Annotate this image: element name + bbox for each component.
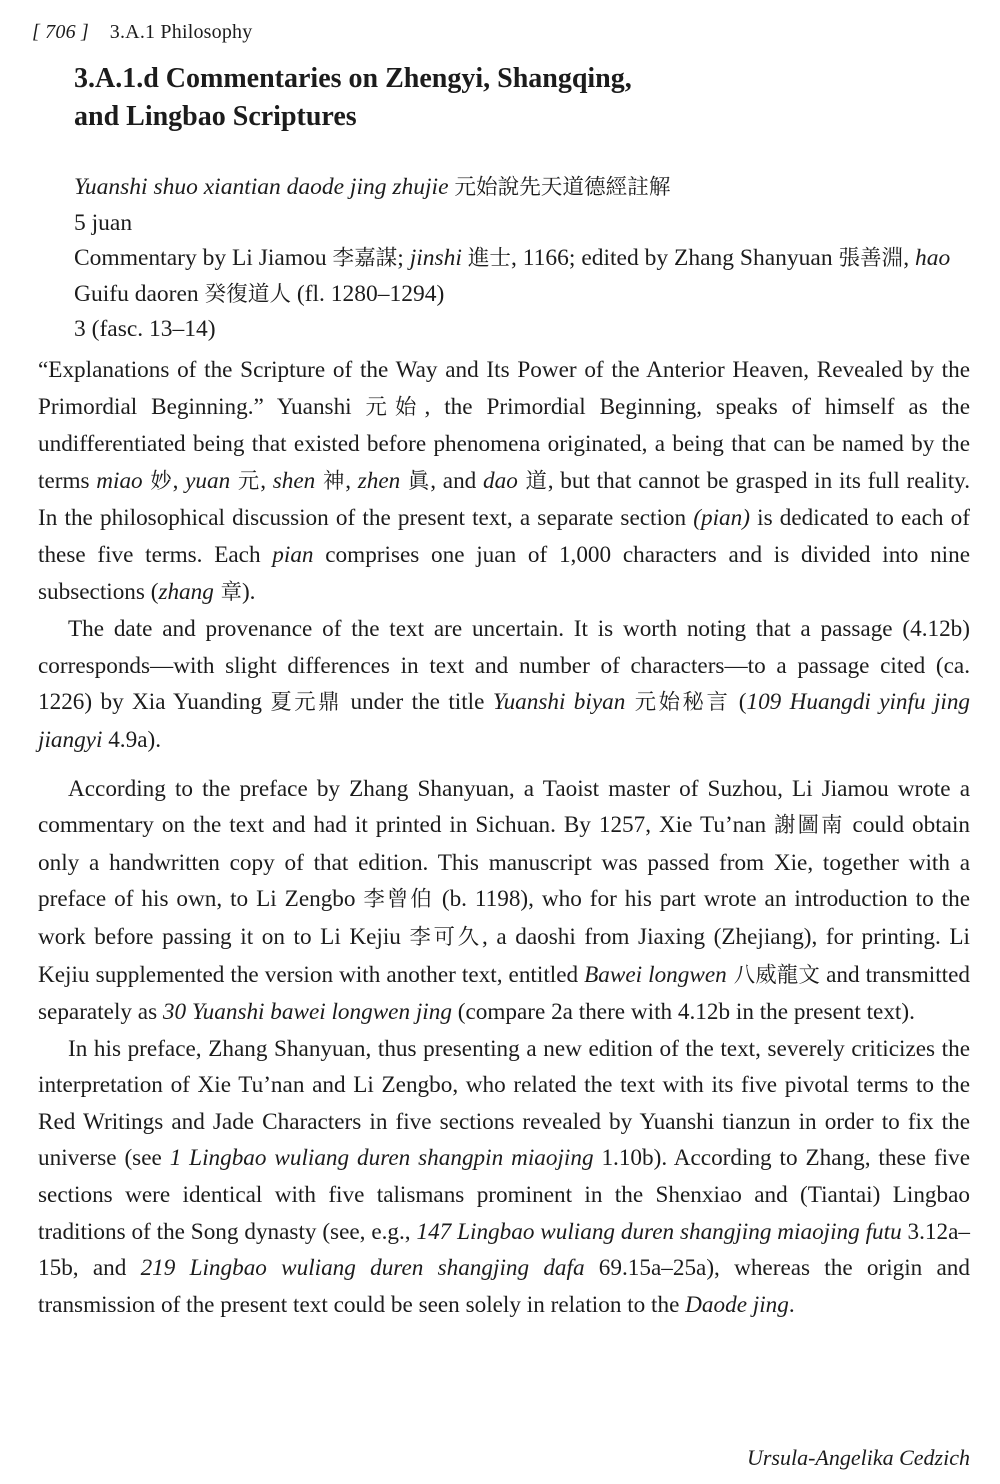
italic-title: Yuanshi biyan <box>492 689 626 716</box>
section-label: 3.A.1 Philosophy <box>109 21 253 43</box>
chinese-term: 元始 <box>365 394 425 420</box>
body-text: 4.9a). <box>102 726 161 753</box>
section-title-line-2: and Lingbao Scriptures <box>74 101 357 132</box>
entry-title <box>74 170 974 206</box>
body-text: , <box>345 467 358 494</box>
body-text: ( <box>730 689 747 716</box>
editor-chinese: 張善淵 <box>838 246 904 272</box>
chinese-term: 神 <box>315 468 346 494</box>
body-text: , <box>172 467 186 494</box>
chinese-term: 眞 <box>400 468 431 494</box>
body-text: (compare 2a there with 4.12b in the present text). <box>451 999 915 1026</box>
body-text: The date and provenance of the text are uncertain. It is worth noting that a passage (4.12b) corresponds—with slight differences in text and number of characters—to a passage cited (ca. 1226) by Xia Yuanding <box>38 616 970 716</box>
italic-term: (pian) <box>693 505 750 532</box>
chinese-term: 道 <box>517 468 548 494</box>
body-text: and transmitted separately as <box>38 961 970 1026</box>
body-text: ). <box>241 578 256 605</box>
body-text: 1.10b). According to Zhang, these five sections were identical with five talismans prominent in the Shenxiao and (Tiantai) Lingbao traditions of the Song dynasty (see, e.g., <box>38 1145 970 1245</box>
body-text: could obtain only a handwritten copy of that edition. This manuscript was passed from Xie, together with a preface of his own, to Li Zengbo <box>38 812 970 913</box>
author-signature: Ursula-Angelika Cedzich <box>746 1445 970 1470</box>
commentator-chinese: 李嘉謀 <box>332 246 398 272</box>
jinshi-term: jinshi <box>409 245 462 272</box>
entry-fascicle: 3 (fasc. 13–14) <box>74 316 216 343</box>
commentary-text: ; <box>397 245 410 272</box>
italic-term: pian <box>272 541 314 568</box>
hao-term: hao <box>915 245 951 272</box>
entry-body <box>38 352 970 1323</box>
entry-juan: 5 juan <box>74 209 133 236</box>
body-text: 69.15a–25a), whereas the origin and transmission of the present text could be seen solely in relation to the <box>38 1255 970 1318</box>
entry-commentary <box>74 241 970 312</box>
entry-title-latin: Yuanshi shuo xiantian daode jing zhujie <box>74 174 449 200</box>
commentary-text: , <box>903 245 916 272</box>
chinese-term: 李曾伯 <box>363 887 434 913</box>
header-spacer <box>94 21 104 43</box>
paragraph-3 <box>38 771 970 1031</box>
section-title-line-1: 3.A.1.d Commentaries on Zhengyi, Shangqing, <box>74 63 632 94</box>
italic-title: 147 Lingbao wuliang duren shangjing miaojing futu <box>416 1218 902 1245</box>
italic-title: Bawei longwen <box>584 961 727 988</box>
body-text: According to the preface by Zhang Shanyuan, a Taoist master of Suzhou, Li Jiamou wrote a commentary on the text and had it printed in Sichuan. By 1257, Xie Tu’nan <box>38 775 970 839</box>
italic-title: 1 Lingbao wuliang duren shangpin miaojing <box>169 1145 594 1172</box>
italic-term: yuan <box>185 467 231 494</box>
running-header <box>32 20 252 44</box>
italic-title: 30 Yuanshi bawei longwen jing <box>162 999 452 1026</box>
italic-term: zhen <box>357 467 401 494</box>
body-text: comprises one juan of 1,000 characters and is divided into nine subsections ( <box>38 541 970 605</box>
italic-term: dao <box>483 467 518 494</box>
jinshi-chinese: 進士 <box>467 246 512 272</box>
body-text: under the title <box>342 689 493 716</box>
hao-chinese: 癸復道人 <box>204 281 291 307</box>
section-title <box>74 60 954 136</box>
chinese-term: 夏元鼎 <box>270 690 343 716</box>
paragraph-4 <box>38 1031 970 1324</box>
commentary-text: Commentary by Li Jiamou <box>74 245 333 272</box>
body-text: , and <box>430 467 484 494</box>
chinese-term: 謝圖南 <box>774 813 845 839</box>
entry-title-chinese: 元始說先天道德經註解 <box>454 175 671 200</box>
body-text: “Explanations of the Scripture of the Way and Its Power of the Anterior Heaven, Revealed by the Primordial Beginning.” Yuanshi <box>38 357 970 420</box>
body-text: , the Primordial Beginning, speaks of himself as the undifferentiated being that existed before phenomena originated, a being that can be named by the terms <box>38 393 970 494</box>
commentary-text: (fl. 1280–1294) <box>290 280 445 307</box>
entry-heading <box>74 170 974 348</box>
body-text: 3.12a–15b, and <box>38 1218 970 1282</box>
italic-title: 109 Huangdi yinfu jing jiangyi <box>38 689 971 753</box>
body-text: . <box>788 1291 795 1318</box>
italic-term: zhang <box>158 578 214 605</box>
italic-term: shen <box>272 467 316 494</box>
commentary-text: Guifu daoren <box>74 280 205 307</box>
body-text: is dedicated to each of these five terms. Each <box>38 505 970 568</box>
paragraph-2 <box>38 611 970 758</box>
chinese-term: 李可久 <box>409 924 482 950</box>
italic-title: Daode jing <box>685 1291 789 1318</box>
chinese-term: 元 <box>230 468 261 494</box>
body-text: , but that cannot be grasped in its full reality. In the philosophical discussion of the present text, a separate section <box>38 467 971 532</box>
chinese-term: 元始秘言 <box>625 690 731 716</box>
chinese-term: 章 <box>213 579 242 605</box>
paragraph-1 <box>38 352 970 611</box>
italic-term: miao <box>96 467 143 494</box>
body-text: , a daoshi from Jiaxing (Zhejiang), for printing. Li Kejiu supplemented the version with another text, entitled <box>38 923 970 988</box>
italic-title: 219 Lingbao wuliang duren shangjing dafa <box>140 1255 585 1282</box>
commentary-text: , 1166; edited by Zhang Shanyuan <box>511 245 839 272</box>
body-text: , <box>260 467 273 494</box>
body-text: (b. 1198), who for his part wrote an introduction to the work before passing it on to Li Kejiu <box>38 886 970 950</box>
chinese-term: 妙 <box>142 468 173 494</box>
chinese-term: 八威龍文 <box>726 962 821 988</box>
page-number: [ 706 ] <box>32 21 89 43</box>
body-text: In his preface, Zhang Shanyuan, thus presenting a new edition of the text, severely criticizes the interpretation of Xie Tu’nan and Li Zengbo, who related the text with its five pivotal terms to the Red Writings and Jade Characters in five sections revealed by Yuanshi tianzun in order to fix the universe (see <box>38 1035 970 1172</box>
